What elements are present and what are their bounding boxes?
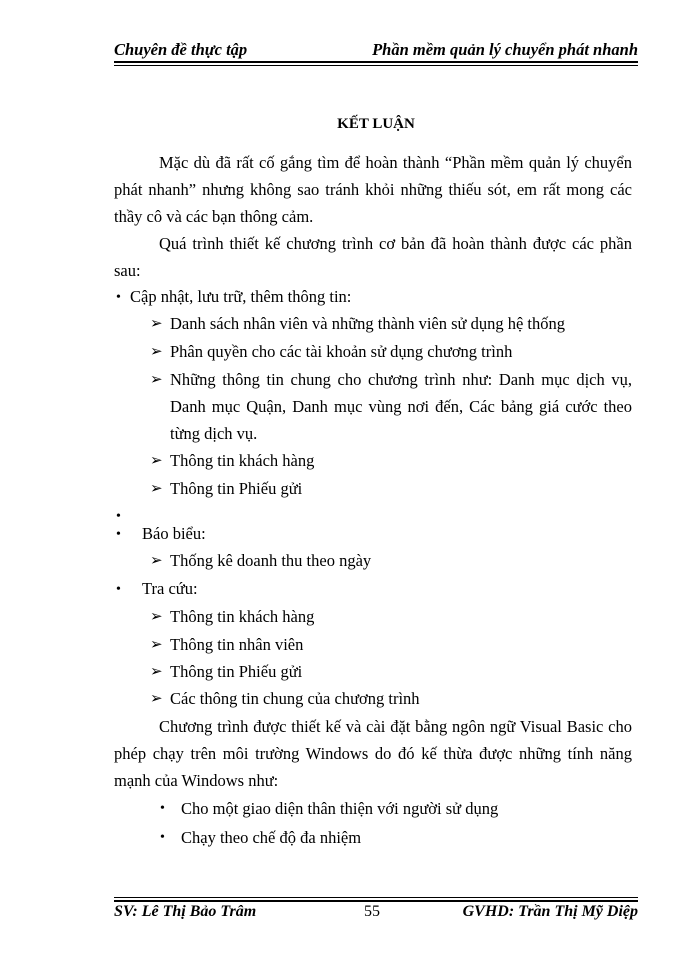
feature-item: Chạy theo chế độ đa nhiệm [181,828,362,847]
footer-student: SV: Lê Thị Bảo Trâm [114,903,257,920]
arrow-bullet-icon: ➢ [150,316,163,332]
intro-paragraph-2: Quá trình thiết kế chương trình cơ bản đã hoàn thành được các phần sau: [114,234,632,280]
section-heading-1: Cập nhật, lưu trữ, thêm thông tin: [130,287,352,306]
arrow-bullet-icon: ➢ [150,453,163,469]
list-item: Thông tin Phiếu gửi [170,662,303,681]
list-item: Thông tin khách hàng [170,451,315,470]
bullet-icon: • [116,509,121,524]
arrow-bullet-icon: ➢ [150,691,163,707]
footer-advisor: GVHD: Trần Thị Mỹ Diệp [462,903,638,920]
header-rule-thin [114,65,638,66]
bullet-icon: • [116,290,121,305]
arrow-bullet-icon: ➢ [150,372,163,388]
page-title: KẾT LUẬN [337,116,415,132]
section-heading-2: Báo biểu: [142,524,206,543]
arrow-bullet-icon: ➢ [150,664,163,680]
header-rule [114,61,638,63]
arrow-bullet-icon: ➢ [150,481,163,497]
arrow-bullet-icon: ➢ [150,553,163,569]
section-heading-3: Tra cứu: [142,579,198,598]
bullet-icon: • [160,830,165,845]
page-number: 55 [364,903,380,920]
footer-rule-thin [114,897,638,898]
header-right: Phần mềm quản lý chuyển phát nhanh [372,40,638,59]
intro-paragraph-1: Mặc dù đã rất cố gắng tìm để hoàn thành “Phần mềm quản lý chuyển phát nhanh” nhưng không sao tránh khỏi những thiếu sót, em rất mong các thầy cô và các bạn thông cảm. [114,153,632,226]
arrow-bullet-icon: ➢ [150,609,163,625]
bullet-icon: • [116,582,121,597]
arrow-bullet-icon: ➢ [150,344,163,360]
closing-paragraph: Chương trình được thiết kế và cài đặt bằng ngôn ngữ Visual Basic cho phép chạy trên môi trường Windows do đó kế thừa được những tính năng mạnh của Windows như: [114,717,632,790]
arrow-bullet-icon: ➢ [150,637,163,653]
list-item: Thông tin khách hàng [170,607,315,626]
bullet-icon: • [160,801,165,816]
header-left: Chuyên đề thực tập [114,40,248,59]
list-item: Thống kê doanh thu theo ngày [170,551,372,570]
list-item: Danh sách nhân viên và những thành viên sử dụng hệ thống [170,314,566,333]
list-item: Các thông tin chung của chương trình [170,689,420,708]
list-item: Phân quyền cho các tài khoản sử dụng chương trình [170,342,513,361]
footer-rule [114,900,638,902]
list-item: Những thông tin chung cho chương trình như: Danh mục dịch vụ, Danh mục Quận, Danh mục vùng nơi đến, Các bảng giá cước theo từng dịch vụ. [170,370,632,443]
list-item: Thông tin nhân viên [170,635,304,654]
bullet-icon: • [116,527,121,542]
list-item: Thông tin Phiếu gửi [170,479,303,498]
feature-item: Cho một giao diện thân thiện với người sử dụng [181,799,499,818]
